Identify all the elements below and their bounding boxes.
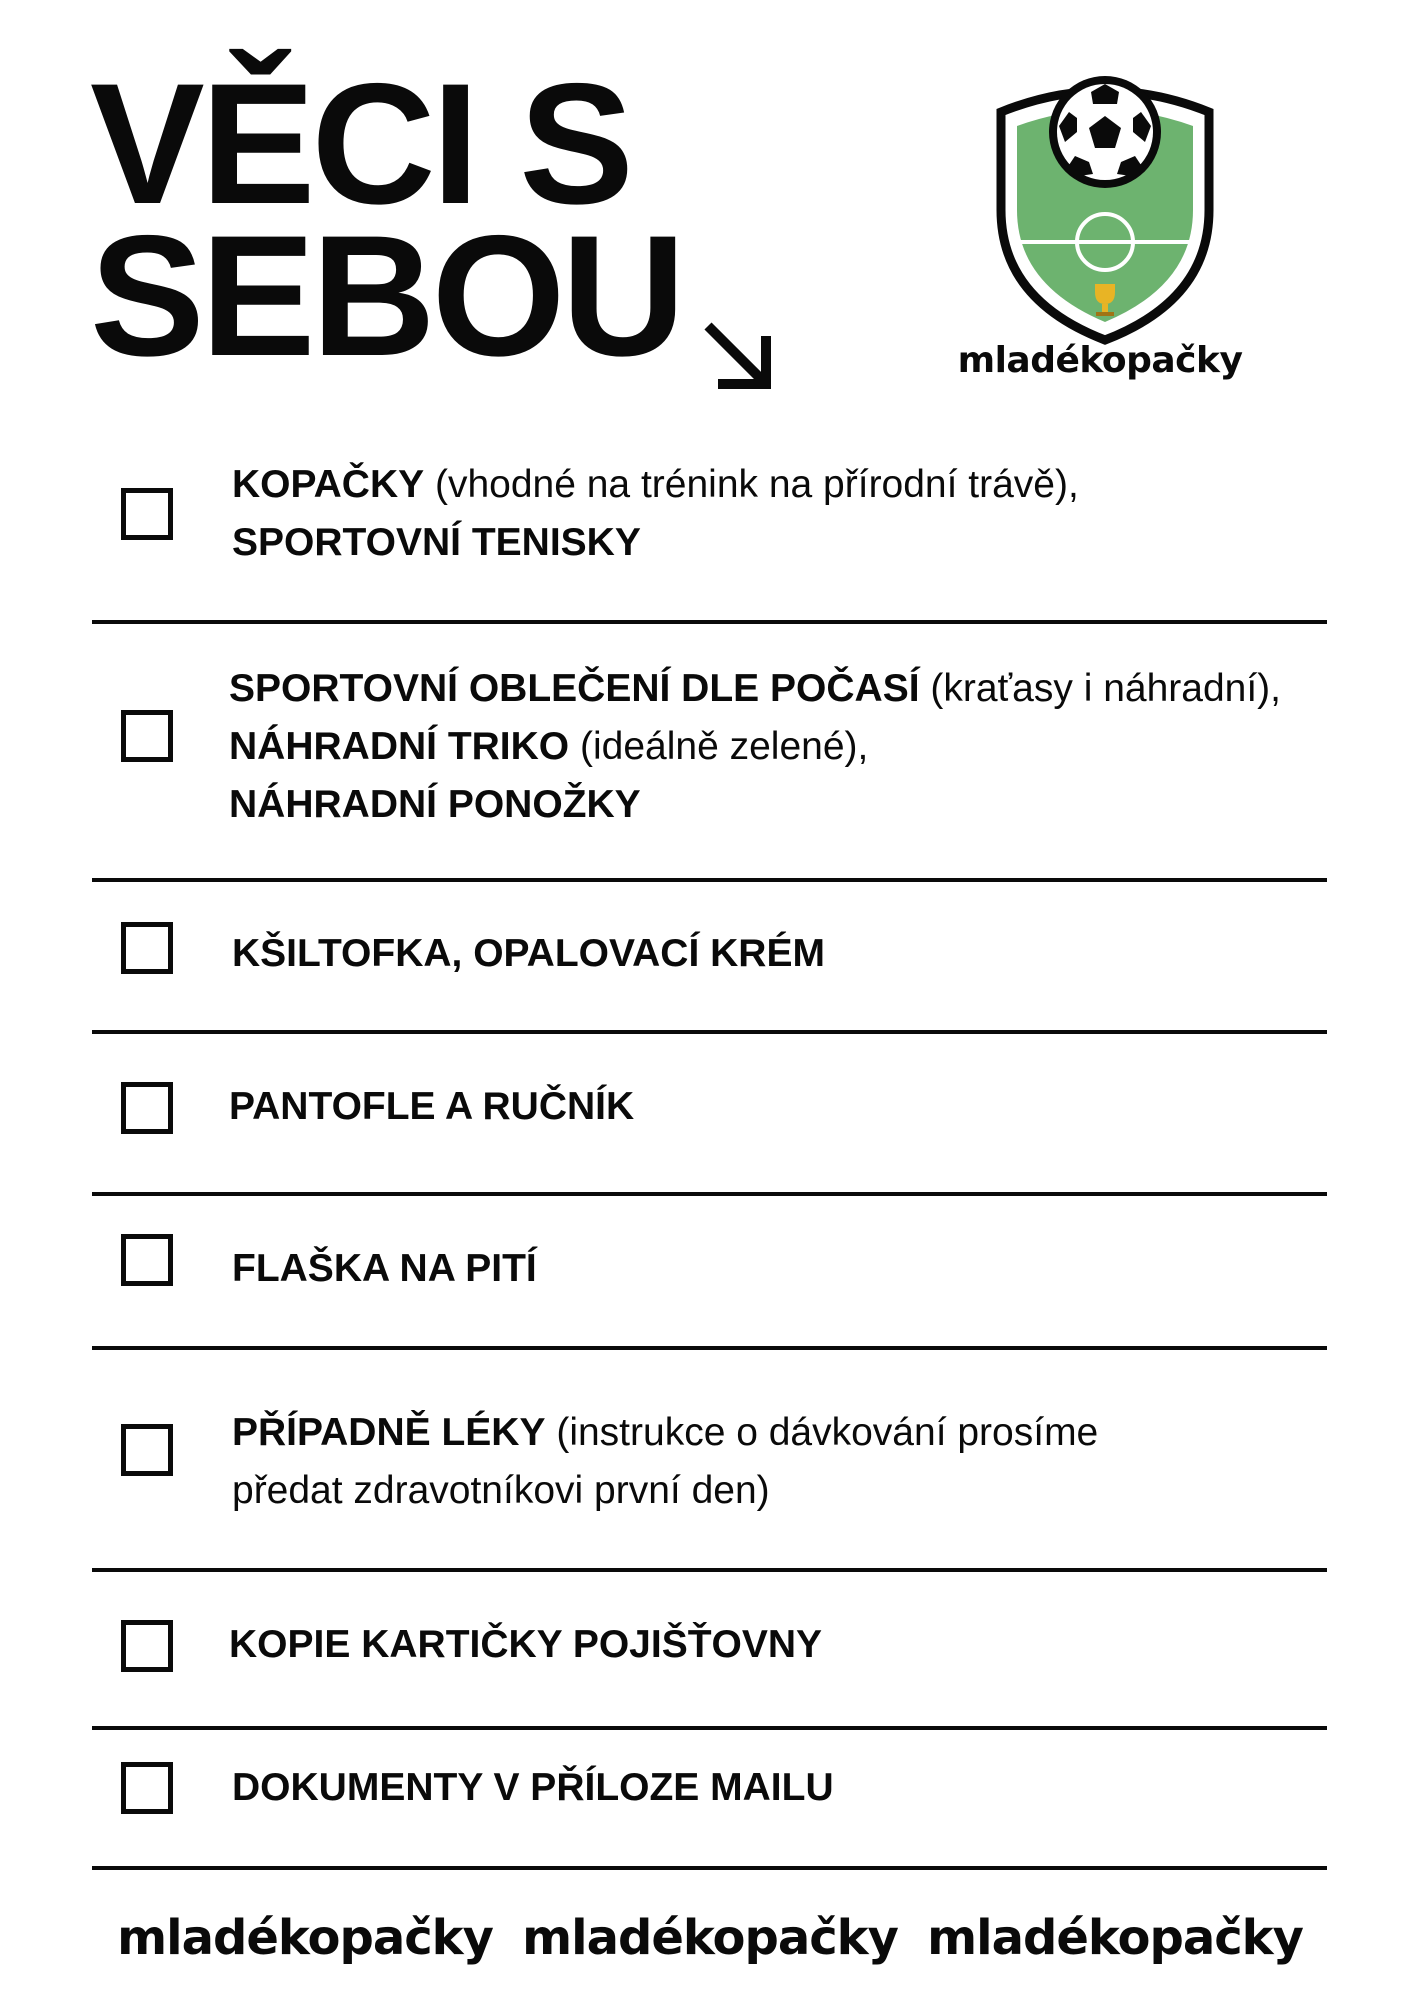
checkbox[interactable] <box>121 488 173 540</box>
checkbox[interactable] <box>121 922 173 974</box>
logo-wordmark: mladékopačky <box>957 340 1243 381</box>
divider <box>92 1030 1327 1034</box>
title-line-2: SEBOU <box>90 200 682 392</box>
item-text: KOPIE KARTIČKY POJIŠŤOVNY <box>229 1623 823 1666</box>
checkbox[interactable] <box>121 710 173 762</box>
checkbox[interactable] <box>121 1082 173 1134</box>
checkbox[interactable] <box>121 1234 173 1286</box>
checkbox[interactable] <box>121 1620 173 1672</box>
divider <box>92 1346 1327 1350</box>
item-text: PANTOFLE A RUČNÍK <box>229 1085 635 1128</box>
item-text: PŘÍPADNĚ LÉKY (instrukce o dávkování prosíme předat zdravotníkovi první den) <box>232 1411 1099 1512</box>
footer-wordmark: mladékopačky <box>522 1910 898 1966</box>
checkbox[interactable] <box>121 1424 173 1476</box>
page-title <box>90 48 682 392</box>
item-text: KOPAČKY (vhodné na trénink na přírodní trávě), SPORTOVNÍ TENISKY <box>232 463 1079 564</box>
footer-wordmark: mladékopačky <box>117 1910 493 1966</box>
divider <box>92 1866 1327 1870</box>
divider <box>92 1568 1327 1572</box>
divider <box>92 1192 1327 1196</box>
soccer-ball-icon <box>1049 76 1161 188</box>
arrow-down-right-icon <box>700 318 776 394</box>
item-text: SPORTOVNÍ OBLEČENÍ DLE POČASÍ (kraťasy i náhradní), NÁHRADNÍ TRIKO (ideálně zelené), NÁHRADNÍ PONOŽKY <box>229 667 1281 826</box>
checkbox[interactable] <box>121 1762 173 1814</box>
item-text: DOKUMENTY V PŘÍLOZE MAILU <box>232 1766 834 1809</box>
item-text: FLAŠKA NA PITÍ <box>232 1247 537 1290</box>
club-shield-logo <box>985 70 1225 350</box>
title-line-1: VĚCI S <box>90 48 630 240</box>
divider <box>92 1726 1327 1730</box>
item-text: KŠILTOFKA, OPALOVACÍ KRÉM <box>232 932 825 975</box>
divider <box>92 620 1327 624</box>
footer-wordmark: mladékopačky <box>927 1910 1303 1966</box>
footer-brand-strip <box>0 1910 1414 1970</box>
divider <box>92 878 1327 882</box>
